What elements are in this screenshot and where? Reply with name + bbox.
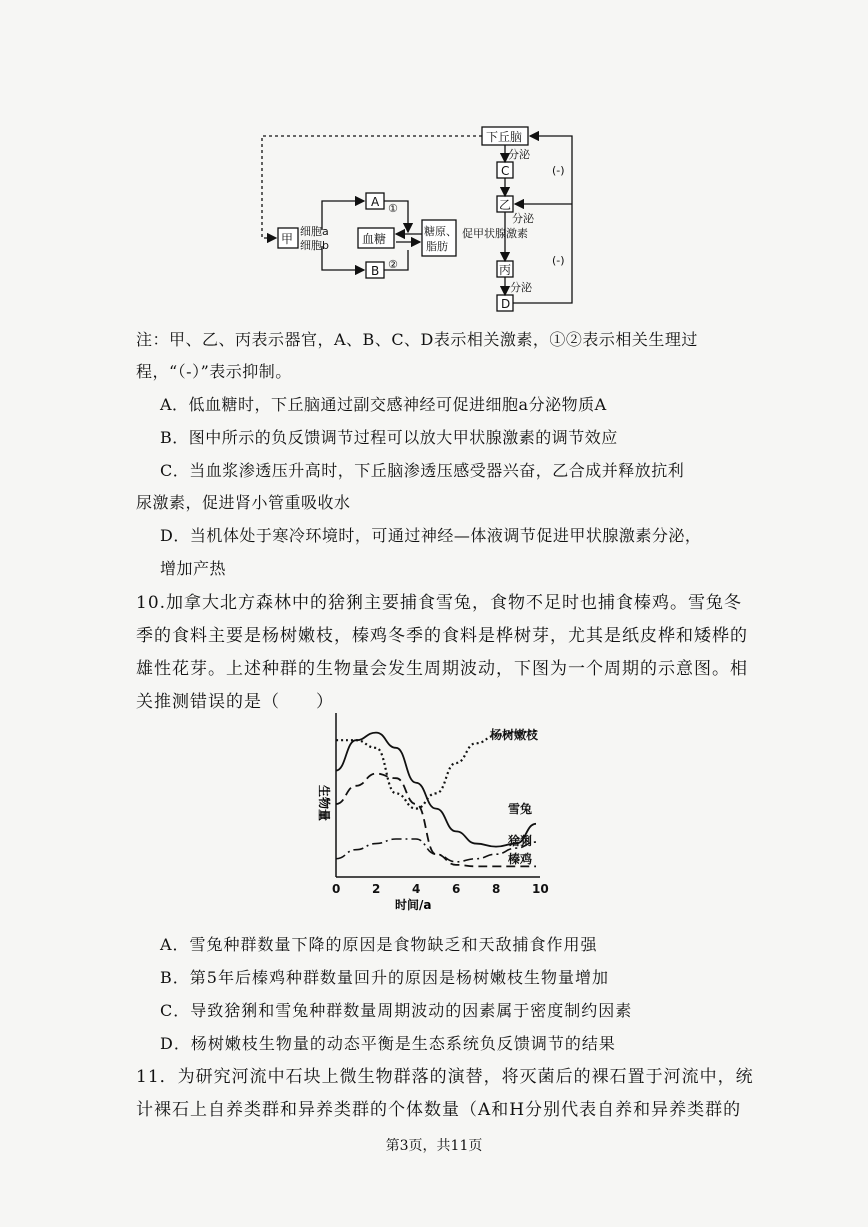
q9-option-a: A．低血糖时，下丘脑通过副交感神经可促进细胞a分泌物质A — [160, 395, 607, 414]
q10-option-c: C．导致猞猁和雪兔种群数量周期波动的因素属于密度制约因素 — [160, 1001, 633, 1020]
cell-a-label: 细胞a — [300, 225, 329, 238]
x-tick-label: 4 — [412, 882, 421, 896]
series-line-1 — [336, 731, 536, 809]
secrete-label-3: 分泌 — [510, 281, 532, 294]
q9-option-b: B．图中所示的负反馈调节过程可以放大甲状腺激素的调节效应 — [160, 428, 618, 447]
series-line-2 — [336, 733, 536, 847]
q9-option-c-line2: 尿激素，促进肾小管重吸收水 — [136, 493, 351, 512]
secrete-label-2: 分泌 — [512, 212, 534, 225]
x-axis-label: 时间/a — [395, 898, 432, 912]
c-label: C — [501, 164, 510, 178]
q10-stem-line4: 关推测错误的是（ ） — [136, 692, 334, 712]
q10-option-b: B．第5年后榛鸡种群数量回升的原因是杨树嫩枝生物量增加 — [160, 968, 609, 987]
x-tick-label: 6 — [452, 882, 461, 896]
q9-option-d-line1: D．当机体处于寒冷环境时，可通过神经—体液调节促进甲状腺激素分泌， — [160, 526, 702, 545]
y-axis-label: 生物量 — [317, 785, 331, 822]
process-1-label: ① — [388, 202, 398, 215]
a-label: A — [371, 195, 380, 209]
q9-option-d-line2: 增加产热 — [160, 559, 227, 578]
q10-stem-line3: 雄性花芽。上述种群的生物量会发生周期波动，下图为一个周期的示意图。相 — [136, 659, 748, 679]
glycogen-label-2: 脂肪 — [426, 240, 448, 253]
inhibit-label-2: (-) — [552, 254, 565, 267]
q10-option-a: A．雪兔种群数量下降的原因是食物缺乏和天敌捕食作用强 — [160, 935, 598, 954]
secrete-label-1: 分泌 — [508, 148, 530, 161]
q11-stem-line1: 11．为研究河流中石块上微生物群落的演替，将灭菌后的裸石置于河流中，统 — [136, 1067, 754, 1087]
q9-note-line2: 程，“（-）”表示抑制。 — [136, 362, 292, 381]
hormone-regulation-diagram — [250, 118, 610, 318]
inhibit-label-1: (-) — [552, 164, 565, 177]
hypothalamus-label: 下丘脑 — [486, 130, 523, 144]
jia-label: 甲 — [281, 232, 294, 246]
q10-option-d: D．杨树嫩枝生物量的动态平衡是生态系统负反馈调节的结果 — [160, 1034, 616, 1053]
x-tick-label: 10 — [532, 882, 549, 896]
x-tick-label: 8 — [492, 882, 501, 896]
series-label-2: 雪兔 — [508, 802, 533, 816]
x-tick-label: 2 — [372, 882, 381, 896]
q10-stem-line1: 10.加拿大北方森林中的猞猁主要捕食雪兔，食物不足时也捕食榛鸡。雪兔冬 — [136, 593, 743, 613]
q10-stem-line2: 季的食料主要是杨树嫩枝，榛鸡冬季的食料是桦树芽，尤其是纸皮桦和矮桦的 — [136, 626, 748, 646]
series-label-4: 榛鸡 — [508, 852, 533, 866]
d-label: D — [501, 297, 511, 311]
tsh-label: 促甲状腺激素 — [462, 227, 528, 240]
cell-b-label: 细胞b — [300, 239, 329, 252]
series-line-3 — [336, 774, 536, 867]
yi-label: 乙 — [499, 198, 512, 212]
x-tick-label: 0 — [332, 882, 341, 896]
series-line-4 — [336, 839, 536, 862]
q9-note-line1: 注：甲、乙、丙表示器官，A、B、C、D表示相关激素，①②表示相关生理过 — [136, 330, 698, 349]
b-label: B — [371, 264, 380, 278]
series-label-1: 杨树嫩枝 — [490, 728, 539, 742]
process-2-label: ② — [388, 258, 398, 271]
bing-label: 丙 — [499, 263, 512, 277]
page-footer: 第3页，共11页 — [385, 1138, 483, 1154]
blood-sugar-label: 血糖 — [362, 232, 387, 246]
biomass-line-chart — [290, 705, 590, 920]
glycogen-label-1: 糖原、 — [424, 225, 457, 238]
series-label-3: 猞猁 — [508, 834, 533, 848]
q9-option-c-line1: C．当血浆渗透压升高时，下丘脑渗透压感受器兴奋，乙合成并释放抗利 — [160, 461, 685, 480]
q11-stem-line2: 计裸石上自养类群和异养类群的个体数量（A和H分别代表自养和异养类群的 — [136, 1100, 742, 1120]
